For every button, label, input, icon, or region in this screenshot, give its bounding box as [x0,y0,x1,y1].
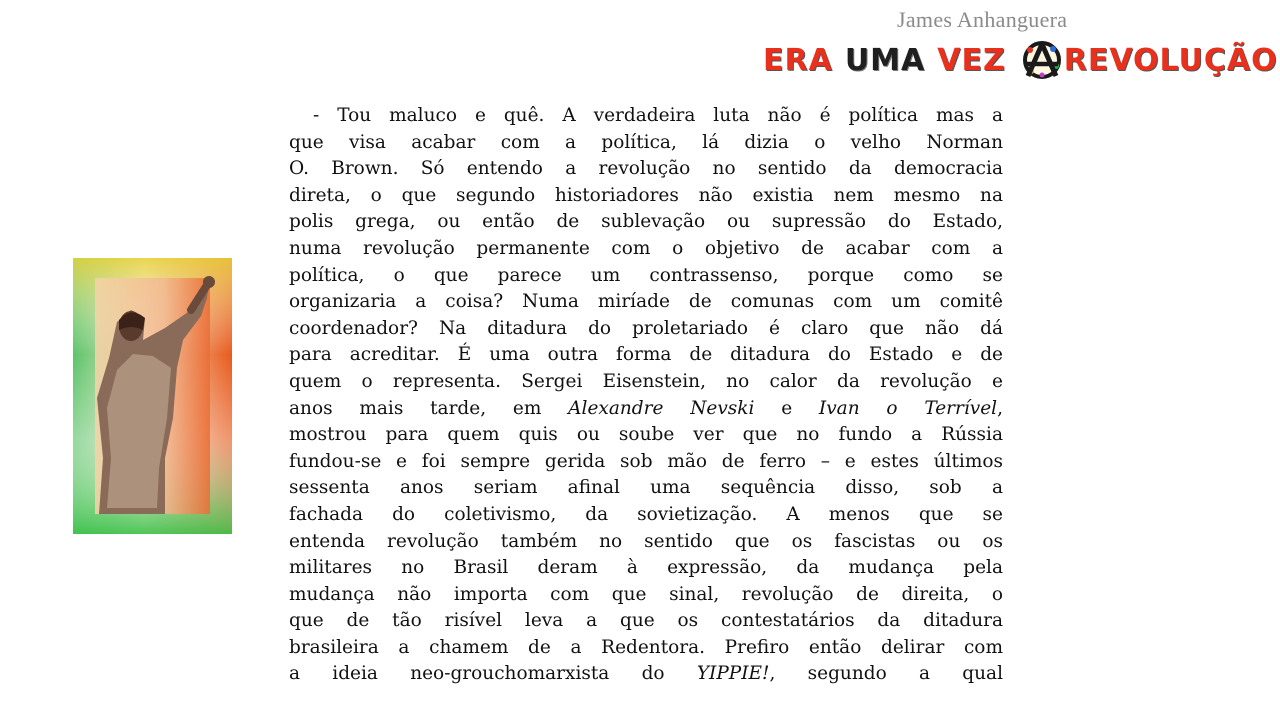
logo-word-era: ERA [763,42,833,78]
author-name: James Anhanguera [897,7,1068,32]
raised-fist-figure-icon [73,258,232,534]
text-line: sessenta anos seriam afinal uma sequência disso, sob a [289,477,1003,499]
yippie-emphasis: YIPPIE! [696,663,770,685]
text-line: militares no Brasil deram à expressão, da mudança pela [289,557,1003,579]
film-title-ivan-o-terrivel: Ivan o Terrível [818,397,998,419]
text-line: brasileira a chamem de a Redentora. Prefiro então delirar com [289,636,1003,658]
text-line: fachada do coletivismo, da sovietização. A menos que se [289,503,1003,525]
logo-word-uma: UMA [844,42,926,78]
text-line: mostrou para quem quis ou soube ver que no fundo a Rússia [289,424,1003,446]
anarchy-a-icon [1022,40,1062,80]
text-fragment: , [997,397,1003,419]
text-line: para acreditar. É uma outra forma de ditadura do Estado e de [289,344,1003,366]
text-line: que de tão risível leva a que os contestatários da ditadura [289,610,1003,632]
text-line: - Tou maluco e quê. A verdadeira luta não é política mas a [313,105,1003,126]
text-line: entenda revolução também no sentido que os fascistas ou os [289,530,1003,552]
text-line: polis grega, ou então de sublevação ou supressão do Estado, [289,211,1003,233]
text-fragment: e [754,397,819,419]
text-line-films [289,396,1003,423]
text-line: organizaria a coisa? Numa miríade de comunas com um comitê [289,291,1003,313]
text-line: direta, o que segundo historiadores não existia nem mesmo na [289,184,1003,206]
text-fragment: anos mais tarde, em [289,397,569,419]
text-line: fundou-se e foi sempre gerida sob mão de ferro – e estes últimos [289,450,1003,472]
text-line: coordenador? Na ditadura do proletariado é claro que não dá [289,317,1003,339]
text-line: quem o representa. Sergei Eisenstein, no calor da revolução e [289,370,1003,392]
text-fragment: a ideia neo-grouchomarxista do [289,663,697,685]
text-line: que visa acabar com a política, lá dizia o velho Norman [289,131,1003,153]
book-title-logo [763,38,1278,82]
text-line-yippie [289,661,1003,688]
logo-word-revolucao: REVOLUÇÃO [1063,42,1278,78]
text-fragment: , segundo a qual [769,663,1003,685]
text-line: O. Brown. Só entendo a revolução no sentido da democracia [289,158,1003,180]
body-text [289,103,1003,688]
logo-word-vez: VEZ [937,42,1006,78]
text-line: política, o que parece um contrassenso, porque como se [289,264,1003,286]
film-title-alexandre-nevski: Alexandre Nevski [568,397,755,419]
text-line: mudança não importa com que sinal, revolução de direita, o [289,583,1003,605]
text-line: numa revolução permanente com o objetivo de acabar com a [289,237,1003,259]
